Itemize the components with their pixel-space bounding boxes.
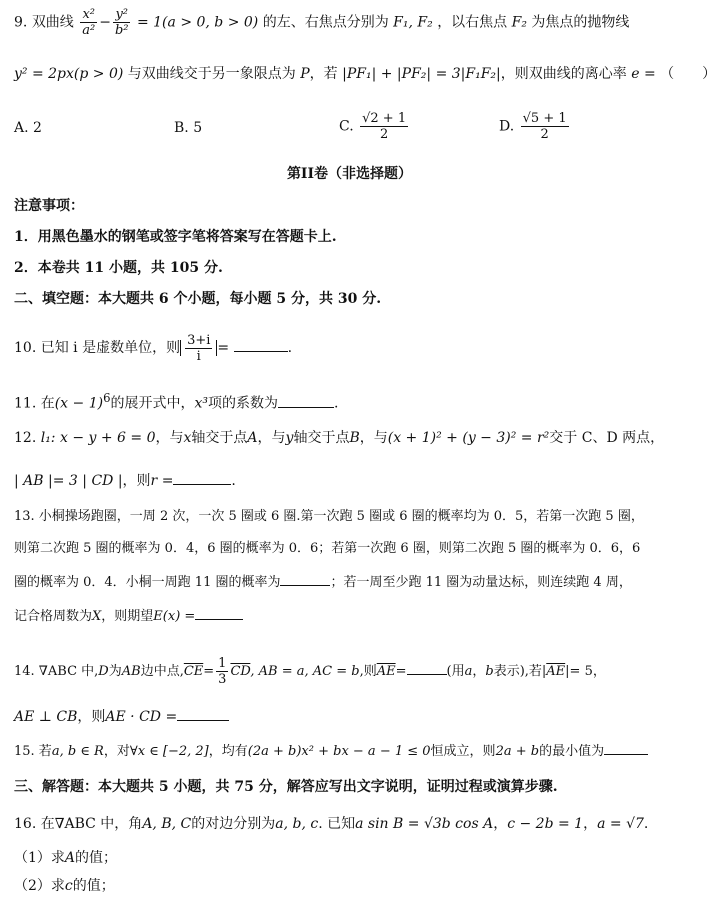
q9-text: 与双曲线交于另一象限点为 — [127, 66, 296, 82]
q14-answer-blank-1[interactable] — [407, 660, 447, 675]
q14-dot-product: AE · CD = — [105, 709, 178, 725]
q14-vec-a: a — [464, 664, 473, 679]
q14-text: ， — [472, 664, 486, 679]
q9-text: ，若 — [309, 66, 338, 82]
q13-text: ；若一周至少跑 11 圈为动量达标，则连续跑 4 周， — [330, 575, 632, 590]
q9-eccentricity: e = — [631, 66, 656, 82]
q16-end: . — [643, 816, 649, 832]
q14-ab: AB — [121, 664, 141, 679]
q12-text: 交于 C、D 两点， — [549, 430, 665, 446]
q9-option-c-den: 2 — [379, 127, 389, 142]
q14-vec-ae: $\overline{AE}$ — [546, 664, 566, 679]
q9-options — [14, 112, 689, 152]
q13-expectation: E(x) = — [153, 609, 196, 624]
q9-line1: 9. 双曲线 $\frac{\text{x²}}{\text{a²}}$ − $\frac{\text{y²}}{\text{b²}}$ = 1(a > 0, b > 0) 的左、右焦点分别为 F₁, F₂ ，以右焦点 F₂ 为焦点的抛物线 — [14, 7, 630, 38]
q9-number: 9. — [14, 14, 28, 31]
q10-end: . — [287, 340, 293, 356]
q9-option-d-label: D. — [499, 118, 515, 135]
q16-text: 16. 在∇ABC 中，角 — [14, 816, 143, 832]
q12-r: r = — [150, 473, 174, 489]
q16-text: 的值； — [72, 878, 115, 894]
q12-number: 12. — [14, 430, 37, 446]
q9-text: 的左、右焦点分别为 — [262, 14, 389, 31]
q11-x3: x³ — [194, 395, 209, 412]
part2-title: 二、填空题：本大题共 6 个小题，每小题 5 分，共 30 分. — [14, 291, 382, 307]
q16-text: . 已知 — [318, 816, 356, 832]
q16-eq2: c − 2b = 1 — [507, 816, 584, 832]
q16-sub1 — [14, 848, 689, 868]
q14-text: 边中点, — [140, 664, 184, 679]
q14-frac-den: 3 — [218, 672, 227, 687]
q10-num: 3+i — [187, 332, 211, 348]
q14-vectors: , AB = a, AC = b — [250, 664, 360, 679]
q16-line1 — [14, 814, 689, 834]
q10-text: 10. 已知 i 是虚数单位，则 — [14, 340, 181, 356]
q15-text: ，对 — [103, 744, 130, 759]
q14-vec-b: b — [485, 664, 494, 679]
q12-point-b: B — [349, 430, 360, 446]
q16-sides: a, b, c — [275, 816, 319, 832]
q9-option-c-label: C. — [339, 118, 354, 135]
q16-text: 的对边分别为 — [191, 816, 276, 832]
q9-equation: = 1(a > 0, b > 0) — [136, 14, 259, 31]
q10-answer-blank[interactable] — [234, 337, 288, 352]
section2-title: 第II卷（非选择题） — [286, 166, 413, 182]
q15-ab: a, b ∈ R — [51, 744, 104, 759]
q9-option-d[interactable] — [499, 112, 571, 141]
q9-text: 为焦点的抛物线 — [531, 14, 630, 31]
q13-text: 圈的概率为 0．4．小桐一周跑 11 圈的概率为 — [14, 575, 281, 590]
q9-f2: F₂ — [511, 14, 527, 31]
q9-line2 — [14, 64, 716, 84]
q9-condition: |PF₁| + |PF₂| = 3|F₁F₂| — [342, 66, 501, 82]
q14-line1 — [14, 654, 689, 690]
notice-title: 注意事项： — [14, 198, 84, 214]
q16-text: 的值； — [75, 850, 118, 866]
q13-x: X — [92, 609, 102, 624]
q13-text: 记合格周数为 — [14, 609, 93, 624]
q11-end: . — [334, 395, 339, 412]
q15-inequality: (2a + b)x² + bx − a − 1 ≤ 0 — [247, 744, 431, 759]
q14-answer-blank-2[interactable] — [177, 706, 229, 721]
q16-var-a: A — [64, 850, 76, 866]
q14-text: |= 5， — [565, 664, 606, 679]
q15-expr: 2a + b — [495, 744, 540, 759]
q10-eq: = — [217, 340, 234, 356]
q13-answer-blank-1[interactable] — [280, 571, 330, 586]
q14-eq: = — [203, 664, 215, 679]
q9-text: 双曲线 — [31, 14, 74, 31]
q11-expr: (x − 1) — [54, 395, 104, 412]
q12-x: x — [183, 430, 192, 446]
q12-text: 轴交于点 — [191, 430, 248, 446]
q9-option-d-num: √5 + 1 — [522, 111, 567, 126]
q16-angles: A, B, C — [142, 816, 192, 832]
q14-text: ,则 — [359, 664, 377, 679]
q13-answer-blank-2[interactable] — [195, 605, 243, 620]
q13-text: ，则期望 — [101, 609, 154, 624]
q9-foci: F₁, F₂ — [393, 14, 433, 31]
q10 — [14, 330, 689, 366]
q12-text: ，与 — [257, 430, 286, 446]
q14-frac-num: 1 — [218, 656, 227, 671]
q16-text: ， — [583, 816, 598, 832]
q9-frac-x: $\frac{\text{x²}}{\text{a²}}$ — [82, 7, 96, 38]
q11-text: 项的系数为 — [208, 395, 279, 412]
q14-vec-ae: $\overline{AE}$ — [376, 664, 396, 679]
q11-exponent: 6 — [103, 391, 111, 405]
q9-frac-y: $\frac{\text{y²}}{\text{b²}}$ — [114, 7, 129, 38]
q15 — [14, 740, 689, 762]
q12-line-eq: l₁: x − y + 6 = 0 — [40, 430, 156, 446]
q9-option-c[interactable] — [339, 112, 410, 141]
q15-text: 恒成立，则 — [430, 744, 496, 759]
q14-text: (用 — [446, 664, 465, 679]
q12-text: ，则 — [122, 473, 151, 489]
q14-vec-ce: $\overline{CE}$ — [183, 664, 204, 679]
q15-answer-blank[interactable] — [604, 740, 648, 755]
q9-text: ，则双曲线的离心率 — [500, 66, 627, 82]
q9-parabola: y² = 2px(p > 0) — [14, 66, 124, 82]
q9-option-d-den: 2 — [540, 127, 549, 142]
q12-line1 — [14, 428, 689, 448]
q14-text: 为 — [108, 664, 122, 679]
q13-line2: 则第二次跑 5 圈的概率为 0．4，6 圈的概率为 0．6；若第一次跑 6 圈，则第二次跑 5 圈的概率为 0．6，6 — [14, 541, 641, 556]
q11-text: 的展开式中， — [110, 395, 195, 412]
q16-eq3: a = √7 — [597, 816, 644, 832]
q14-line2 — [14, 706, 689, 727]
q16-text: （1）求 — [14, 850, 65, 866]
q12-y: y — [285, 430, 294, 446]
q16-text: （2）求 — [14, 878, 65, 894]
q10-den: i — [196, 348, 201, 364]
q14-text: 表示),若| — [493, 664, 547, 679]
q11 — [14, 388, 689, 414]
q9-option-b[interactable]: B. 5 — [174, 120, 203, 136]
notice-item-1: 1．用黑色墨水的钢笔或签字笔将答案写在答题卡上. — [14, 229, 337, 245]
q12-end: . — [231, 473, 236, 489]
q14-text: ，则 — [77, 709, 106, 725]
q9-answer-paren: （ ） — [660, 66, 716, 82]
q15-forall: ∀x ∈ [−2, 2] — [129, 744, 209, 759]
q13-line1: 13. 小桐操场跑圈，一周 2 次，一次 5 圈或 6 圈.第一次跑 5 圈或 6 圈的概率均为 0．5，若第一次跑 5 圈， — [14, 509, 644, 524]
q16-text: ， — [493, 816, 508, 832]
q12-line2 — [14, 470, 689, 491]
q12-point-a: A — [247, 430, 258, 446]
q12-text: ，与 — [155, 430, 184, 446]
q14-perp: AE ⊥ CB — [14, 709, 78, 725]
q11-answer-blank[interactable] — [278, 393, 334, 408]
q11-text: 11. 在 — [14, 395, 55, 412]
q12-text: ，与 — [359, 430, 388, 446]
q12-circle-eq: (x + 1)² + (y − 3)² = r² — [387, 430, 550, 446]
q14-d: D — [98, 664, 109, 679]
q16-sub2 — [14, 876, 689, 896]
q12-text: 轴交于点 — [293, 430, 350, 446]
q14-vec-cd: $\overline{CD}$ — [230, 664, 251, 679]
q15-text: 的最小值为 — [539, 744, 605, 759]
q9-text: ，以右焦点 — [437, 14, 508, 31]
q12-answer-blank[interactable] — [173, 470, 231, 485]
notice-item-2: 2．本卷共 11 小题，共 105 分. — [14, 260, 223, 276]
q12-condition: | AB |= 3 | CD | — [14, 473, 123, 489]
q9-point-p: P — [300, 66, 310, 82]
q16-eq1: a sin B = √3b cos A — [355, 816, 494, 832]
q14-eq: = — [395, 664, 407, 679]
q9-option-a[interactable]: A. 2 — [14, 120, 42, 136]
q9-option-c-num: √2 + 1 — [362, 111, 407, 126]
q15-text: 15. 若 — [14, 744, 52, 759]
q14-text: 14. ∇ABC 中, — [14, 664, 99, 679]
q13-line3 — [14, 571, 689, 593]
q16-var-c: c — [64, 878, 73, 894]
part3-title: 三、解答题：本大题共 5 小题，共 75 分，解答应写出文字说明，证明过程或演算步骤. — [14, 779, 558, 795]
q15-text: ，均有 — [208, 744, 248, 759]
q13-line4 — [14, 605, 689, 627]
